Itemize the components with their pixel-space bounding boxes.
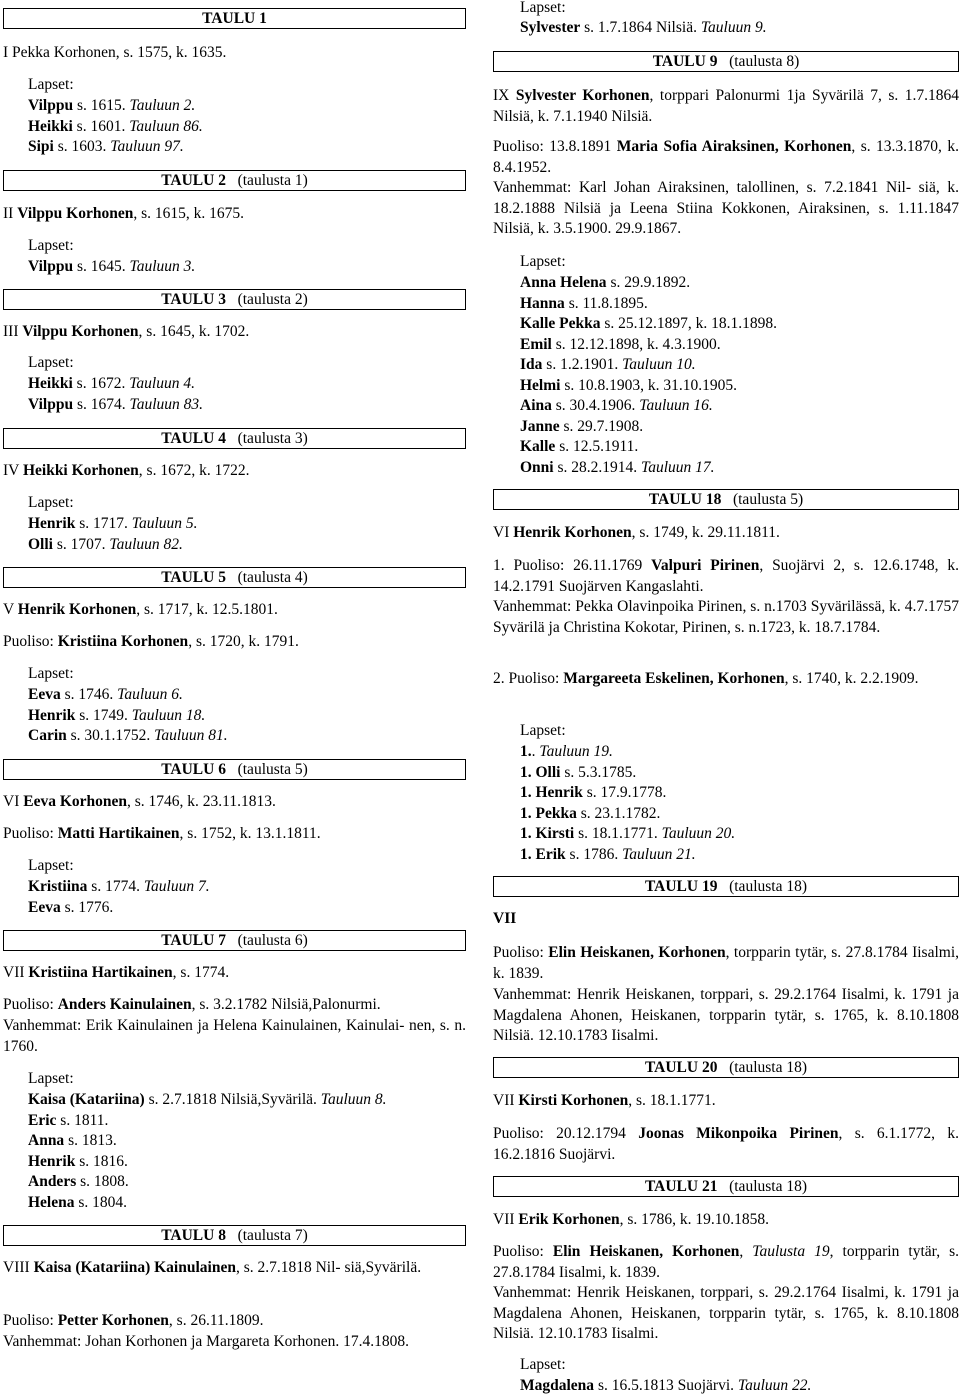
child-entry: Helmi s. 10.8.1903, k. 31.10.1905. [520,376,738,394]
taulu-7-puoliso: Puoliso: Anders Kainulainen, s. 3.2.1782 Nilsiä,Palonurmi. [3,996,381,1013]
top-lapset: Lapset: [520,0,566,16]
taulu-3-lapset: Lapset: [28,354,74,371]
child-entry: Vilppu s. 1674. Tauluun 83. [28,395,204,413]
taulu-19-vanhemmat: Vanhemmat: Henrik Heiskanen, torppari, s. 29.2.1764 Iisalmi, k. 1791 ja Magdalena Ahonen, Heiskanen, torpparin tytär, s. 1765, k. 8.10.1808 Nilsiä. 12.10.1783 Iisalmi. [493,986,959,1044]
taulu-21-person: VII Erik Korhonen, s. 1786, k. 19.10.1858. [493,1211,770,1228]
taulu-5-children [3,685,466,747]
child-entry: Henrik s. 1717. Tauluun 5. [28,515,198,532]
child-entry: Anna s. 1813. [28,1132,117,1149]
child-entry: Helena s. 1804. [28,1193,128,1211]
taulu-1-person: I Pekka Korhonen, s. 1575, k. 1635. [3,44,227,61]
child-entry: Kristiina s. 1774. Tauluun 7. [28,878,210,895]
taulu-4-person: IV Heikki Korhonen, s. 1672, k. 1722. [3,462,250,479]
taulu-5-lapset: Lapset: [28,665,74,682]
child-entry: 1. Olli s. 5.3.1785. [520,763,637,781]
taulu-4-children [3,514,466,555]
child-entry: Hanna s. 11.8.1895. [520,294,648,312]
child-entry: Emil s. 12.12.1898, k. 4.3.1900. [520,335,721,353]
taulu-21-lapset: Lapset: [520,1356,566,1373]
child-entry: Heikki s. 1672. Tauluun 4. [28,375,195,392]
taulu-19-person: VII [493,910,517,927]
taulu-7-vanhemmat: Vanhemmat: Erik Kainulainen ja Helena Kainulainen, Kainulai- nen, s. n. 1760. [3,1017,466,1055]
taulu-5-person: V Henrik Korhonen, s. 1717, k. 12.5.1801. [3,601,278,618]
taulu-3-person: III Vilppu Korhonen, s. 1645, k. 1702. [3,323,250,340]
child-entry: Heikki s. 1601. Tauluun 86. [28,117,203,135]
taulu-18-children [493,742,959,865]
taulu-7-person: VII Kristiina Hartikainen, s. 1774. [3,964,230,981]
child-entry: 1. Henrik s. 17.9.1778. [520,784,667,801]
taulu-8-vanhemmat: Vanhemmat: Johan Korhonen ja Margareta Korhonen. 17.4.1808. [3,1333,410,1350]
taulu-4-lapset: Lapset: [28,494,74,511]
child-entry: Eric s. 1811. [28,1111,109,1129]
taulu-20-puoliso: Puoliso: 20.12.1794 Joonas Mikonpoika Pirinen, s. 6.1.1772, k. 16.2.1816 Suojärvi. [493,1125,959,1163]
taulu-18-header: TAULU 18 (taulusta 5) [493,489,959,510]
taulu-19-header: TAULU 19 (taulusta 18) [493,876,959,897]
taulu-5-puoliso: Puoliso: Kristiina Korhonen, s. 1720, k. 1791. [3,633,299,650]
taulu-18-puoliso-2: 2. Puoliso: Margareeta Eskelinen, Korhonen, s. 1740, k. 2.2.1909. [493,670,919,687]
child-entry: Ida s. 1.2.1901. Tauluun 10. [520,356,696,373]
taulu-1-header: TAULU 1 [3,8,466,29]
taulu-5-header: TAULU 5 (taulusta 4) [3,567,466,588]
taulu-20-header: TAULU 20 (taulusta 18) [493,1057,959,1078]
child-entry: Henrik s. 1749. Tauluun 18. [28,706,206,724]
child-entry: 1. Kirsti s. 18.1.1771. Tauluun 20. [520,825,736,842]
child-entry: 1.. Tauluun 19. [520,743,613,760]
taulu-21-vanhemmat: Vanhemmat: Henrik Heiskanen, torppari, s. 29.2.1764 Iisalmi, k. 1791 ja Magdalena Ahonen, Heiskanen, torpparin tytär, s. 1765, k. 8.10.1808 Nilsiä. 12.10.1783 Iisalmi. [493,1284,959,1342]
taulu-9-header: TAULU 9 (taulusta 8) [493,51,959,72]
child-entry: Kalle Pekka s. 25.12.1897, k. 18.1.1898. [520,315,778,332]
taulu-3-header: TAULU 3 (taulusta 2) [3,289,466,310]
taulu-9-children [493,273,959,478]
taulu-7-lapset: Lapset: [28,1070,74,1087]
taulu-21-puoliso: Puoliso: Elin Heiskanen, Korhonen, Taulusta 19, torpparin tytär, s. 27.8.1784 Iisalmi, k. 1839. [493,1243,960,1281]
taulu-3-children [3,374,466,415]
taulu-20-person: VII Kirsti Korhonen, s. 18.1.1771. [493,1092,716,1109]
child-entry: Vilppu s. 1615. Tauluun 2. [28,97,196,114]
taulu-7-children [3,1090,466,1213]
child-entry: Janne s. 29.7.1908. [520,417,644,435]
taulu-2-header: TAULU 2 (taulusta 1) [3,170,466,191]
taulu-2-lapset: Lapset: [28,237,74,254]
child-entry: 1. Erik s. 1786. Tauluun 21. [520,845,696,863]
taulu-9-lapset: Lapset: [520,253,566,270]
taulu-21-header: TAULU 21 (taulusta 18) [493,1176,959,1197]
taulu-6-children [3,877,466,918]
taulu-18-vanhemmat: Vanhemmat: Pekka Olavinpoika Pirinen, s. n.1703 Syvärilässä, k. 4.7.1757 Syvärilä ja Christina Kokotar, Pirinen, s. n.1723, k. 18.7.1784. [493,598,959,636]
taulu-18-person: VI Henrik Korhonen, s. 1749, k. 29.11.1811. [493,524,780,541]
taulu-9-puoliso: Puoliso: 13.8.1891 Maria Sofia Airaksinen, Korhonen, s. 13.3.1870, k. 8.4.1952. [493,138,959,176]
taulu-6-header: TAULU 6 (taulusta 5) [3,759,466,780]
child-entry: Kaisa (Katariina) s. 2.7.1818 Nilsiä,Syvärilä. Tauluun 8. [28,1091,387,1108]
taulu-9-person: IX Sylvester Korhonen, torppari Palonurmi 1ja Syvärilä 7, s. 1.7.1864 Nilsiä, k. 7.1.1940 Nilsiä. [493,87,960,125]
taulu-8-person: VIII Kaisa (Katariina) Kainulainen, s. 2.7.1818 Nil- siä,Syvärilä. [3,1259,422,1276]
child-entry: Henrik s. 1816. [28,1152,128,1170]
child-entry: Magdalena s. 16.5.1813 Suojärvi. Tauluun 22. [520,1377,812,1394]
taulu-18-lapset: Lapset: [520,722,566,739]
taulu-6-puoliso: Puoliso: Matti Hartikainen, s. 1752, k. 13.1.1811. [3,825,321,842]
taulu-18-puoliso-1: 1. Puoliso: 26.11.1769 Valpuri Pirinen, Suojärvi 2, s. 12.6.1748, k. 14.2.1791 Suojärven Kangaslahti. [493,557,959,595]
taulu-1-children [3,96,466,158]
child-entry: Vilppu s. 1645. Tauluun 3. [28,258,196,275]
taulu-7-header: TAULU 7 (taulusta 6) [3,930,466,951]
child-entry: Sipi s. 1603. Tauluun 97. [28,138,184,155]
child-entry: Onni s. 28.2.1914. Tauluun 17. [520,458,715,476]
taulu-19-puoliso: Puoliso: Elin Heiskanen, Korhonen, torpparin tytär, s. 27.8.1784 Iisalmi, k. 1839. [493,944,960,982]
child-entry: Eeva s. 1776. [28,898,114,916]
child-entry: Eeva s. 1746. Tauluun 6. [28,686,183,703]
taulu-6-lapset: Lapset: [28,857,74,874]
taulu-1-lapset: Lapset: [28,76,74,93]
child-entry: Carin s. 30.1.1752. Tauluun 81. [28,727,228,744]
taulu-4-header: TAULU 4 (taulusta 3) [3,428,466,449]
child-entry: Sylvester s. 1.7.1864 Nilsiä. Tauluun 9. [520,19,767,36]
taulu-9-vanhemmat: Vanhemmat: Karl Johan Airaksinen, talollinen, s. 7.2.1841 Nil- siä, k. 18.2.1888 Nilsiä ja Leena Stiina Kokkonen, Airaksinen, s. 1.11.1847 Nilsiä, k. 3.5.1900. 29.9.1867. [493,179,959,237]
child-entry: 1. Pekka s. 23.1.1782. [520,804,661,822]
taulu-6-person: VI Eeva Korhonen, s. 1746, k. 23.11.1813. [3,793,276,810]
taulu-8-puoliso: Puoliso: Petter Korhonen, s. 26.11.1809. [3,1312,264,1329]
child-entry: Kalle s. 12.5.1911. [520,438,639,455]
child-entry: Anders s. 1808. [28,1173,129,1190]
child-entry: Aina s. 30.4.1906. Tauluun 16. [520,397,713,414]
child-entry: Olli s. 1707. Tauluun 82. [28,535,183,553]
taulu-2-person: II Vilppu Korhonen, s. 1615, k. 1675. [3,205,245,222]
taulu-8-header: TAULU 8 (taulusta 7) [3,1225,466,1246]
child-entry: Anna Helena s. 29.9.1892. [520,274,691,291]
